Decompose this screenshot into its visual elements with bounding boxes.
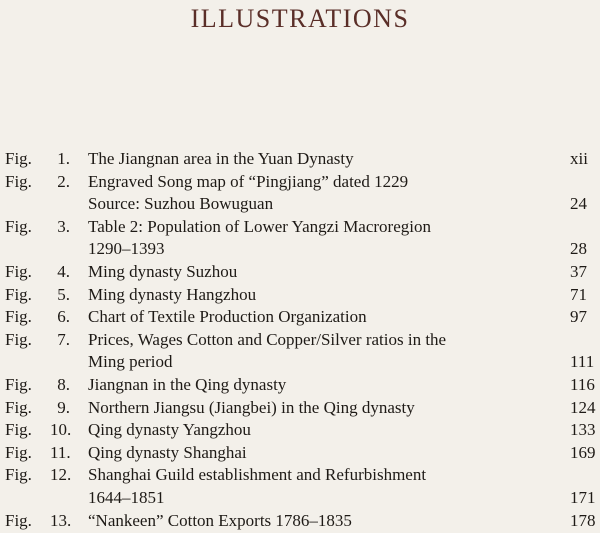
figure-caption: Table 2: Population of Lower Yangzi Macroregion — [88, 216, 431, 236]
figure-caption: Ming dynasty Suzhou — [88, 261, 238, 281]
figure-label: Fig. — [5, 307, 32, 327]
figure-caption: Jiangnan in the Qing dynasty — [88, 374, 287, 394]
figure-caption: Engraved Song map of “Pingjiang” dated 1229 — [88, 171, 409, 191]
figure-number: 5. — [57, 284, 70, 304]
page-number: 171 — [570, 487, 596, 507]
figure-number: 10. — [50, 420, 72, 440]
page-number: 71 — [570, 284, 587, 304]
figure-number: 4. — [57, 261, 70, 281]
figure-label: Fig. — [5, 510, 32, 530]
figure-label: Fig. — [5, 397, 32, 417]
figure-entry — [0, 261, 600, 284]
figure-entry — [0, 464, 600, 487]
figure-number: 3. — [57, 216, 70, 236]
figure-caption: Chart of Textile Production Organization — [88, 307, 367, 327]
figure-number: 2. — [57, 171, 70, 191]
figure-label: Fig. — [5, 171, 32, 191]
figure-caption: Qing dynasty Yangzhou — [88, 420, 251, 440]
figure-number: 7. — [57, 329, 70, 349]
page-number: 97 — [570, 307, 587, 327]
figure-entry — [0, 216, 600, 239]
figure-entry — [0, 284, 600, 307]
figure-number: 13. — [50, 510, 72, 530]
page-number: 169 — [570, 442, 596, 462]
figure-number: 6. — [57, 307, 70, 327]
figure-caption: Northern Jiangsu (Jiangbei) in the Qing dynasty — [88, 397, 415, 417]
figure-entry — [0, 306, 600, 329]
figure-number: 12. — [50, 465, 72, 485]
figure-number: 1. — [57, 149, 70, 168]
figure-caption: Ming period — [88, 352, 173, 372]
page-number: 24 — [570, 194, 587, 214]
figure-entry — [0, 510, 600, 533]
figure-entry — [0, 374, 600, 397]
figure-label: Fig. — [5, 329, 32, 349]
figure-caption: Prices, Wages Cotton and Copper/Silver ratios in the — [88, 329, 447, 349]
page-number: 178 — [570, 510, 596, 530]
figure-entry — [0, 148, 600, 171]
figure-entry — [0, 171, 600, 194]
illustrations-list — [0, 148, 600, 532]
figure-caption: 1290–1393 — [88, 239, 165, 259]
figure-caption: The Jiangnan area in the Yuan Dynasty — [88, 149, 354, 168]
page-number: xii — [570, 149, 588, 168]
figure-number: 8. — [57, 374, 70, 394]
page-number: 133 — [570, 420, 596, 440]
figure-entry — [0, 397, 600, 420]
figure-label: Fig. — [5, 261, 32, 281]
figure-label: Fig. — [5, 284, 32, 304]
figure-label: Fig. — [5, 465, 32, 485]
figure-entry — [0, 442, 600, 465]
page-number: 28 — [570, 239, 587, 259]
figure-caption: Qing dynasty Shanghai — [88, 442, 247, 462]
page-title: ILLUSTRATIONS — [190, 4, 410, 33]
figure-entry-continuation — [0, 487, 600, 510]
figure-number: 9. — [57, 397, 70, 417]
figure-label: Fig. — [5, 420, 32, 440]
page-number: 124 — [570, 397, 596, 417]
figure-entry-continuation — [0, 238, 600, 261]
figure-number: 11. — [50, 442, 71, 462]
figure-label: Fig. — [5, 374, 32, 394]
figure-caption: “Nankeen” Cotton Exports 1786–1835 — [88, 510, 352, 530]
page-number: 111 — [570, 352, 595, 372]
figure-label: Fig. — [5, 216, 32, 236]
figure-entry — [0, 329, 600, 352]
figure-entry — [0, 419, 600, 442]
page-number: 37 — [570, 261, 587, 281]
figure-caption: 1644–1851 — [88, 487, 165, 507]
figure-label: Fig. — [5, 442, 32, 462]
figure-entry-continuation — [0, 351, 600, 374]
figure-entry-continuation — [0, 193, 600, 216]
page-number: 116 — [570, 374, 595, 394]
figure-label: Fig. — [5, 149, 32, 168]
figure-caption: Source: Suzhou Bowuguan — [88, 194, 274, 214]
figure-caption: Ming dynasty Hangzhou — [88, 284, 257, 304]
figure-caption: Shanghai Guild establishment and Refurbishment — [88, 465, 427, 485]
